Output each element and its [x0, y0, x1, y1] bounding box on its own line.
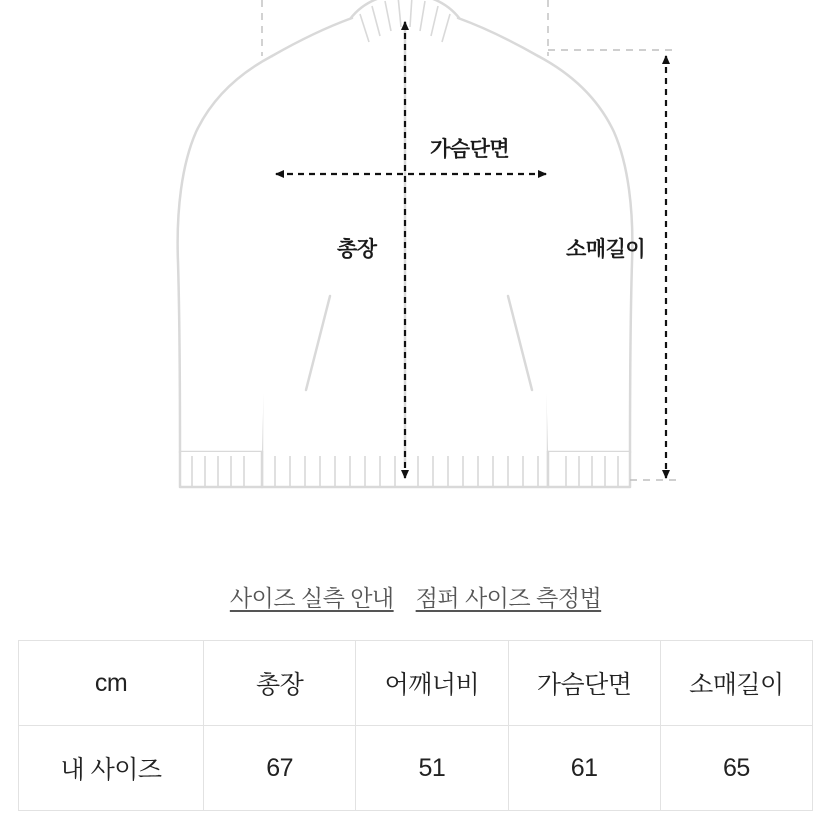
jumper-size-method-link[interactable]: 점퍼 사이즈 측정법 [415, 584, 602, 611]
size-table [18, 640, 813, 811]
table-header-sleeve-length: 소매길이 [660, 641, 812, 726]
table-header-row [19, 641, 813, 726]
chest-dimension-label: 가슴단면 [430, 138, 510, 161]
table-header-shoulder-width: 어깨너비 [356, 641, 508, 726]
table-header-total-length: 총장 [204, 641, 356, 726]
table-header-unit: cm [19, 641, 204, 726]
table-cell-chest: 61 [508, 726, 660, 811]
table-cell-total-length: 67 [204, 726, 356, 811]
guide-links [0, 560, 831, 632]
table-header-chest: 가슴단면 [508, 641, 660, 726]
table-row-label: 내 사이즈 [19, 726, 204, 811]
size-measure-guide-link[interactable]: 사이즈 실측 안내 [229, 584, 394, 611]
sleeve-length-dimension-label: 소매길이 [566, 238, 646, 261]
total-length-dimension-label: 총장 [337, 238, 377, 261]
table-row [19, 726, 813, 811]
table-cell-sleeve-length: 65 [660, 726, 812, 811]
table-cell-shoulder-width: 51 [356, 726, 508, 811]
